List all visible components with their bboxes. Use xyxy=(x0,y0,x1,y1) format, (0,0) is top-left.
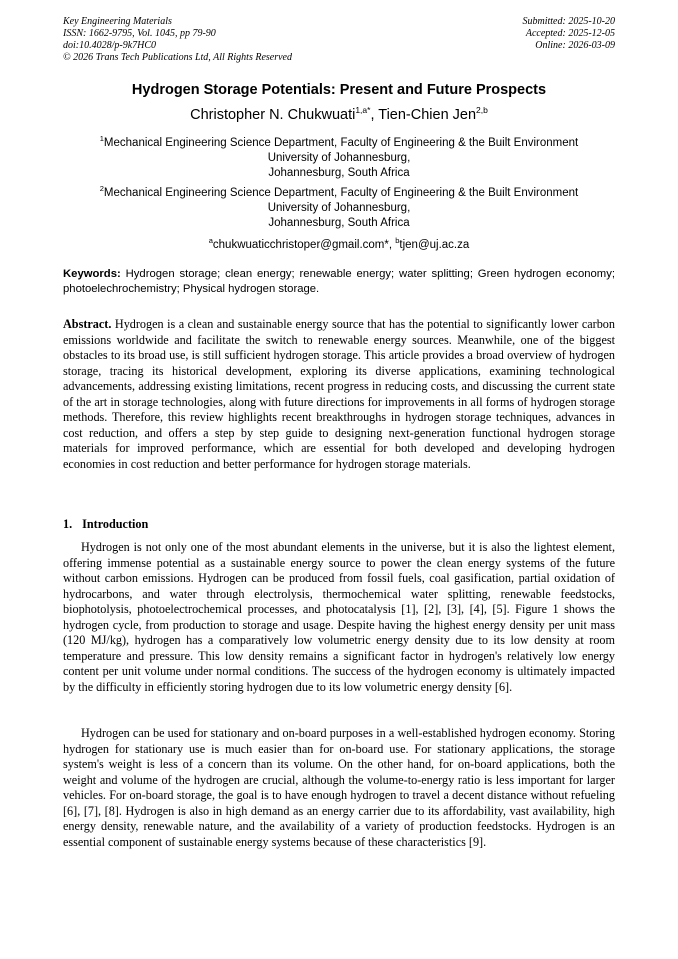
issn-line: ISSN: 1662-9795, Vol. 1045, pp 79-90 xyxy=(63,28,216,39)
body-paragraph: Hydrogen can be used for stationary and on-board purposes in a well-established hydrogen economy. Storing hydrogen for stationary use is much easier than for on-board use. For stationary applications, the storage system's weight is less of a concern than its volume. On the other hand, for on-board applications, both the weight and volume of the hydrogen are crucial, although the volume-to-energy ratio is less important for larger vehicles. For on-board storage, the goal is to have enough hydrogen to travel a decent distance without refueling [6], [7], [8]. Hydrogen is also in high demand as an energy carrier due to its affordability, vast availability, high energy density, renewable nature, and the availability of a variety of production feedstocks. Hydrogen is an essential component of sustainable energy systems because of these characteristics [9]. xyxy=(63,726,615,849)
author-list xyxy=(63,105,615,123)
abstract-block xyxy=(63,317,615,472)
keywords-label: Keywords: xyxy=(63,268,121,280)
section-number: 1. xyxy=(63,517,73,531)
abstract-label: Abstract. xyxy=(63,317,112,331)
author-superscript: 2,b xyxy=(476,105,488,115)
section-heading xyxy=(63,517,158,532)
accepted-date: Accepted: 2025-12-05 xyxy=(525,28,615,39)
section-title: Introduction xyxy=(82,517,149,531)
author-superscript: 1,a* xyxy=(355,105,371,115)
email-address: chukwuaticchristoper@gmail.com*, xyxy=(212,238,396,251)
affiliation-line: Mechanical Engineering Science Department, Faculty of Engineering & the Built Environment xyxy=(103,136,579,149)
email-marker: a xyxy=(208,236,213,245)
abstract-text: Hydrogen is a clean and sustainable energy source that has the potential to significantly lower carbon emissions worldwide and facilitate the switch to renewable energy sources. Meanwhile, one of the biggest obstacles to its broad use, is still sufficient hydrogen storage. This article provides a broad overview of hydrogen storage, tracing its historical development, exploring its diverse applications, examining technological advancements, addressing existing limitations, recent progress in reducing costs, and discussing the current state of the art in storage technologies, along with future directions for improvements in all forms of hydrogen storage methods. Therefore, this review highlights recent breakthroughs in hydrogen storage techniques, advances in cost reduction, and offers a step by step guide to designing next-generation functional hydrogen storage materials for improved performance, which are essential for both developed and developing hydrogen economies in cost reduction and better performance for hydrogen storage materials. xyxy=(63,317,615,471)
affiliation-line: Johannesburg, South Africa xyxy=(268,216,410,229)
keywords-block xyxy=(63,267,615,297)
author-name: Tien-Chien Jen xyxy=(378,106,477,123)
copyright-line: © 2026 Trans Tech Publications Ltd, All Rights Reserved xyxy=(63,52,292,63)
keywords-text: Hydrogen storage; clean energy; renewable energy; water splitting; Green hydrogen economy; photoelechrochemistry; Physical hydrogen storage. xyxy=(63,268,615,295)
affiliation-marker: 2 xyxy=(99,184,104,193)
journal-name: Key Engineering Materials xyxy=(63,16,172,27)
affiliation-2 xyxy=(63,181,615,231)
author-separator: , xyxy=(370,106,379,123)
doi-line: doi:10.4028/p-9k7HC0 xyxy=(63,40,157,51)
paper-title: Hydrogen Storage Potentials: Present and Future Prospects xyxy=(131,82,547,98)
email-line xyxy=(63,233,615,253)
email-address: tjen@uj.ac.za xyxy=(399,238,470,251)
author-name: Christopher N. Chukwuati xyxy=(190,106,356,123)
affiliation-line: University of Johannesburg, xyxy=(267,151,411,164)
affiliation-1 xyxy=(63,131,615,181)
journal-info xyxy=(63,16,292,64)
affiliation-marker: 1 xyxy=(99,134,104,143)
dates-info xyxy=(523,16,616,52)
email-marker: b xyxy=(395,236,400,245)
online-date: Online: 2026-03-09 xyxy=(535,40,615,51)
affiliation-line: Johannesburg, South Africa xyxy=(268,166,410,179)
affiliation-line: Mechanical Engineering Science Department, Faculty of Engineering & the Built Environment xyxy=(103,186,579,199)
submitted-date: Submitted: 2025-10-20 xyxy=(522,16,615,27)
body-paragraph: Hydrogen is not only one of the most abundant elements in the universe, but it is also the lightest element, offering immense potential as a sustainable energy source to power the clean energy systems of the future without carbon emissions. Hydrogen can be produced from fossil fuels, coal gasification, partial oxidation of hydrocarbons, and water through electrolysis, thermochemical water splitting, renewable feedstocks, biophotolysis, photoelectrochemical processes, and photocatalysis [1], [2], [3], [4], [5]. Figure 1 shows the hydrogen cycle, from production to storage and usage. Despite having the highest energy density per unit mass (120 MJ/kg), hydrogen has a comparatively low volumetric energy density due to its low density at room temperature and pressure. This low density remains a significant factor in hydrogen's relatively low energy content per unit volume under normal conditions. The success of the hydrogen economy is ultimately impacted by the difficulty in efficiently storing hydrogen due to its low volumetric energy density [6]. xyxy=(63,540,615,694)
affiliation-line: University of Johannesburg, xyxy=(267,201,411,214)
